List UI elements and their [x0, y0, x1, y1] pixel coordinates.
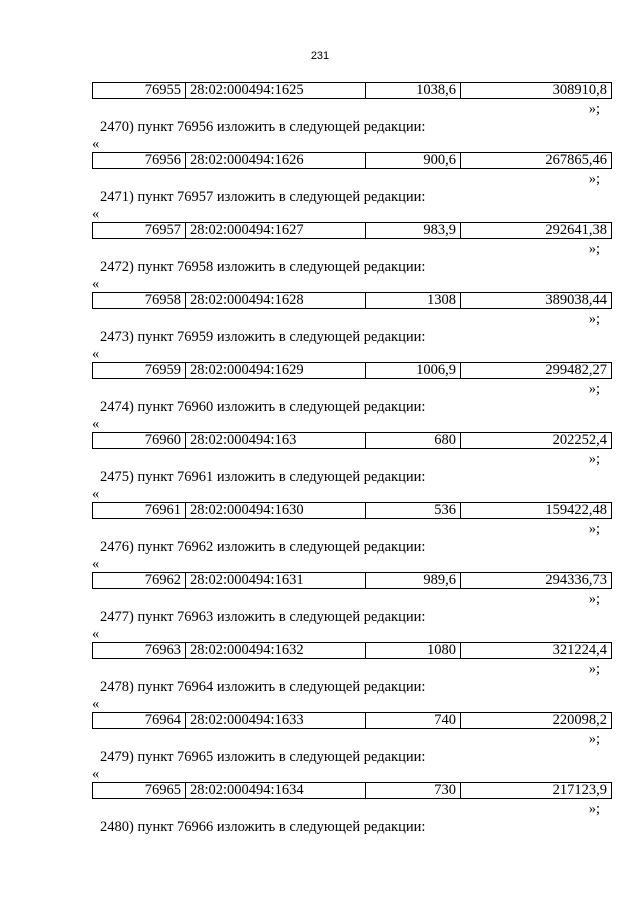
- cadastral-number-cell: 28:02:000494:1633: [185, 713, 365, 728]
- amendment-text: 2476) пункт 76962 изложить в следующей редакции:: [100, 539, 426, 555]
- cadastral-number-cell: 28:02:000494:1628: [185, 293, 365, 308]
- item-number-cell: 76959: [144, 363, 181, 378]
- cadastral-number-cell: 28:02:000494:1632: [185, 643, 365, 658]
- amendment-block: [92, 642, 612, 712]
- area-cell: 983,9: [365, 223, 460, 238]
- amendment-text: 2478) пункт 76964 изложить в следующей редакции:: [100, 679, 426, 695]
- amendment-block: [92, 292, 612, 362]
- table-row: [92, 432, 612, 449]
- closing-quote: »;: [588, 381, 600, 397]
- closing-quote: »;: [588, 451, 600, 467]
- value-cell: 267865,46: [460, 153, 611, 168]
- amendment-block: [92, 362, 612, 432]
- closing-quote: »;: [588, 171, 600, 187]
- amendment-text: 2475) пункт 76961 изложить в следующей редакции:: [100, 469, 426, 485]
- cadastral-number-cell: 28:02:000494:1625: [185, 83, 365, 98]
- amendment-text: 2474) пункт 76960 изложить в следующей редакции:: [100, 399, 426, 415]
- opening-quote: «: [92, 766, 100, 782]
- value-cell: 159422,48: [460, 503, 611, 518]
- table-row: [92, 222, 612, 239]
- amendment-block: [92, 432, 612, 502]
- area-cell: 1038,6: [365, 83, 460, 98]
- closing-quote: »;: [588, 661, 600, 677]
- value-cell: 202252,4: [460, 433, 611, 448]
- amendment-block: [92, 782, 612, 852]
- amendment-block: [92, 502, 612, 572]
- opening-quote: «: [92, 556, 100, 572]
- amendment-list: [92, 82, 612, 852]
- table-row: [92, 82, 612, 99]
- value-cell: 321224,4: [460, 643, 611, 658]
- opening-quote: «: [92, 206, 100, 222]
- amendment-text: 2470) пункт 76956 изложить в следующей редакции:: [100, 119, 426, 135]
- cadastral-number-cell: 28:02:000494:1634: [185, 783, 365, 798]
- amendment-text: 2477) пункт 76963 изложить в следующей редакции:: [100, 609, 426, 625]
- item-number-cell: 76961: [144, 503, 181, 518]
- closing-quote: »;: [588, 311, 600, 327]
- amendment-text: 2479) пункт 76965 изложить в следующей редакции:: [100, 749, 426, 765]
- item-number-cell: 76965: [144, 783, 181, 798]
- table-row: [92, 362, 612, 379]
- value-cell: 308910,8: [460, 83, 611, 98]
- value-cell: 220098,2: [460, 713, 611, 728]
- page-number: 231: [310, 50, 330, 62]
- table-row: [92, 572, 612, 589]
- value-cell: 389038,44: [460, 293, 611, 308]
- table-row: [92, 712, 612, 729]
- cadastral-number-cell: 28:02:000494:1629: [185, 363, 365, 378]
- amendment-text: 2471) пункт 76957 изложить в следующей редакции:: [100, 189, 426, 205]
- amendment-block: [92, 152, 612, 222]
- amendment-text: 2480) пункт 76966 изложить в следующей редакции:: [100, 819, 426, 835]
- opening-quote: «: [92, 136, 100, 152]
- cadastral-number-cell: 28:02:000494:1626: [185, 153, 365, 168]
- value-cell: 299482,27: [460, 363, 611, 378]
- cadastral-number-cell: 28:02:000494:163: [185, 433, 365, 448]
- area-cell: 680: [365, 433, 460, 448]
- amendment-block: [92, 222, 612, 292]
- item-number-cell: 76962: [144, 573, 181, 588]
- value-cell: 217123,9: [460, 783, 611, 798]
- document-body: [92, 82, 612, 852]
- item-number-cell: 76957: [144, 223, 181, 238]
- amendment-text: 2472) пункт 76958 изложить в следующей редакции:: [100, 259, 426, 275]
- cadastral-number-cell: 28:02:000494:1630: [185, 503, 365, 518]
- table-row: [92, 502, 612, 519]
- opening-quote: «: [92, 696, 100, 712]
- area-cell: 1080: [365, 643, 460, 658]
- item-number-cell: 76963: [144, 643, 181, 658]
- cadastral-number-cell: 28:02:000494:1631: [185, 573, 365, 588]
- closing-quote: »;: [588, 101, 600, 117]
- area-cell: 1308: [365, 293, 460, 308]
- area-cell: 536: [365, 503, 460, 518]
- cadastral-number-cell: 28:02:000494:1627: [185, 223, 365, 238]
- value-cell: 294336,73: [460, 573, 611, 588]
- amendment-block: [92, 712, 612, 782]
- closing-quote: »;: [588, 521, 600, 537]
- value-cell: 292641,38: [460, 223, 611, 238]
- closing-quote: »;: [588, 731, 600, 747]
- opening-quote: «: [92, 346, 100, 362]
- area-cell: 740: [365, 713, 460, 728]
- opening-quote: «: [92, 626, 100, 642]
- area-cell: 989,6: [365, 573, 460, 588]
- amendment-text: 2473) пункт 76959 изложить в следующей редакции:: [100, 329, 426, 345]
- amendment-block: [92, 82, 612, 152]
- table-row: [92, 292, 612, 309]
- item-number-cell: 76958: [144, 293, 181, 308]
- item-number-cell: 76956: [144, 153, 181, 168]
- area-cell: 900,6: [365, 153, 460, 168]
- opening-quote: «: [92, 276, 100, 292]
- amendment-block: [92, 572, 612, 642]
- opening-quote: «: [92, 416, 100, 432]
- table-row: [92, 152, 612, 169]
- closing-quote: »;: [588, 241, 600, 257]
- item-number-cell: 76955: [144, 83, 181, 98]
- area-cell: 730: [365, 783, 460, 798]
- closing-quote: »;: [588, 591, 600, 607]
- item-number-cell: 76964: [144, 713, 181, 728]
- opening-quote: «: [92, 486, 100, 502]
- table-row: [92, 642, 612, 659]
- item-number-cell: 76960: [144, 433, 181, 448]
- area-cell: 1006,9: [365, 363, 460, 378]
- table-row: [92, 782, 612, 799]
- closing-quote: »;: [588, 801, 600, 817]
